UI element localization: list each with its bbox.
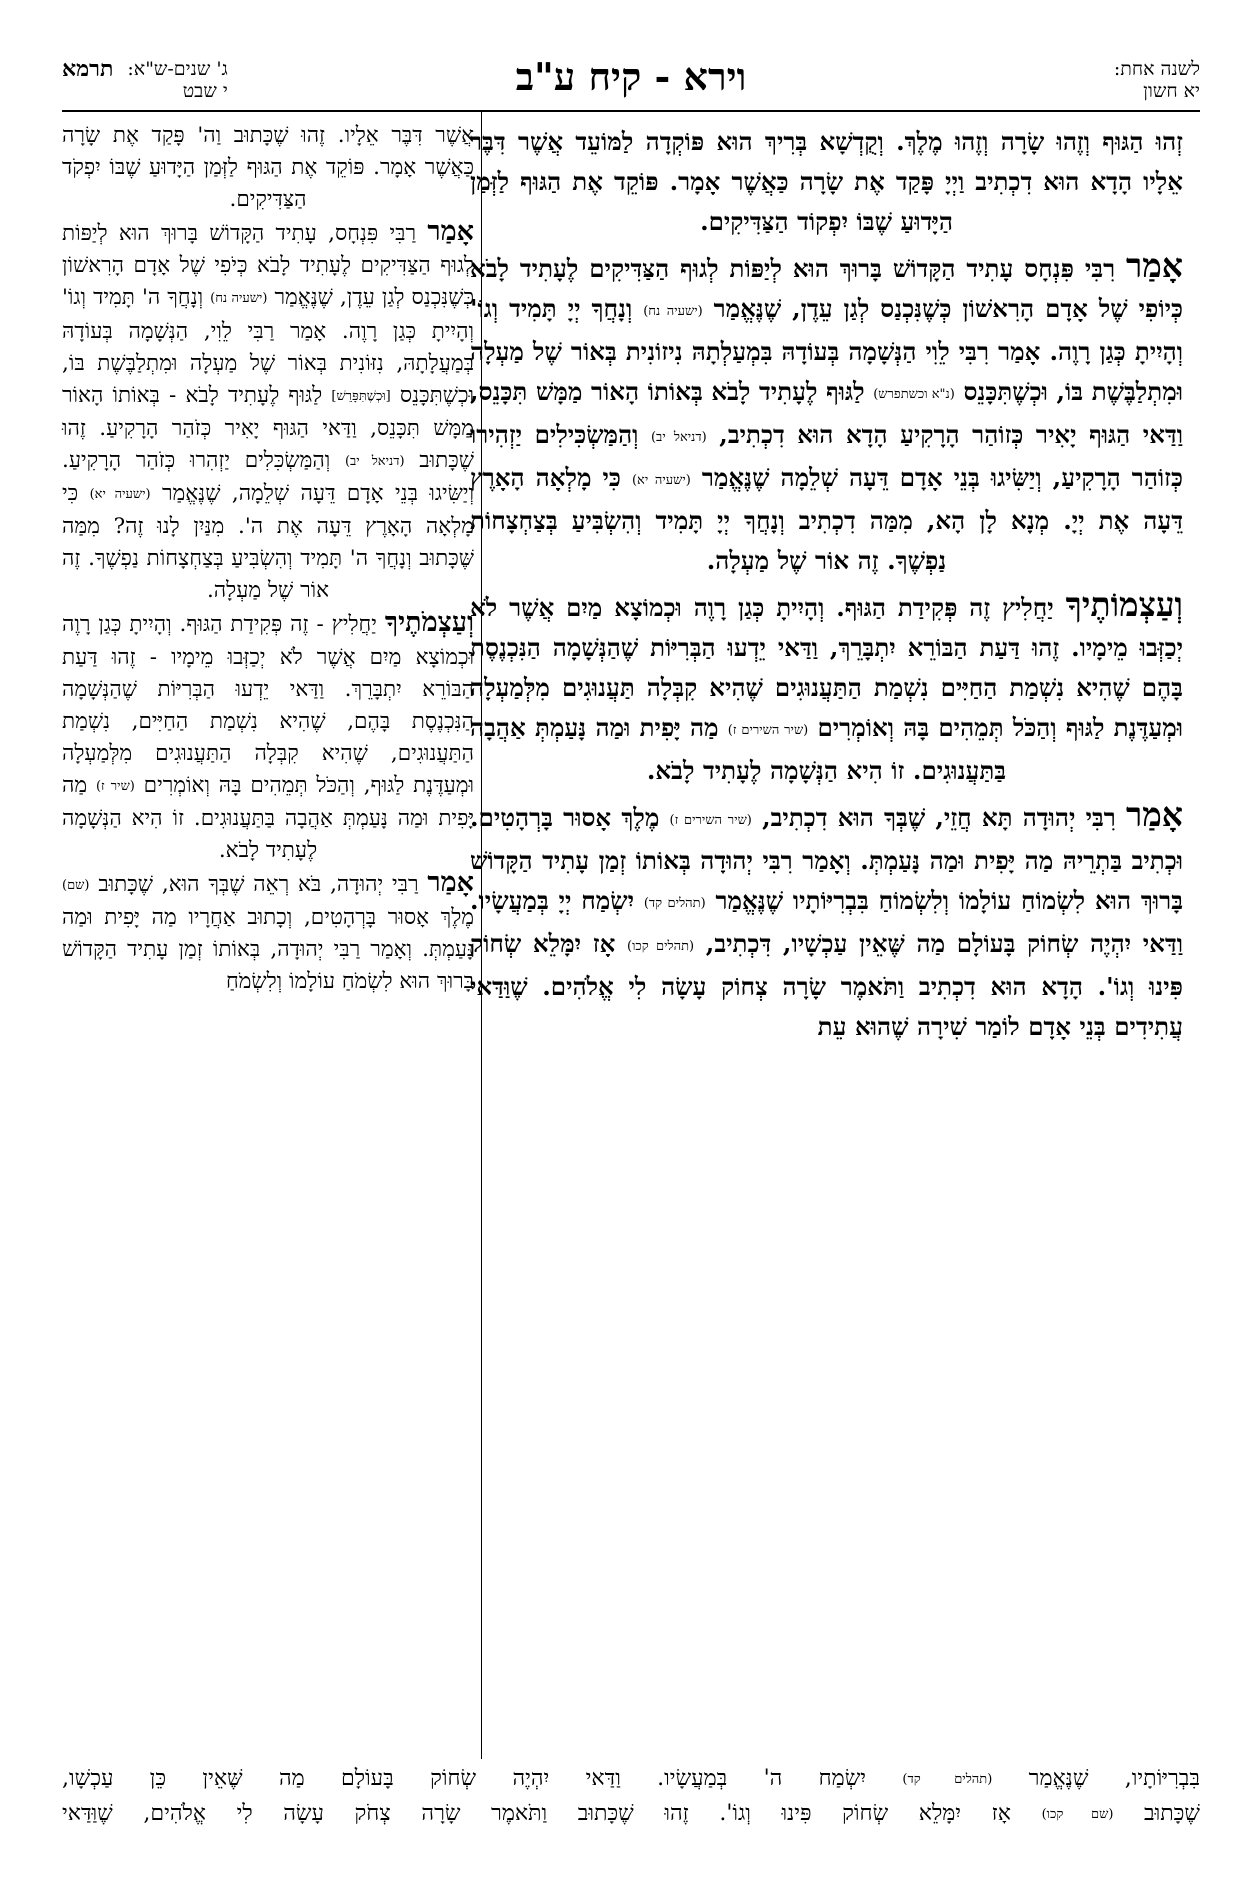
paragraph: וְעַצְמֹתֶיךָ יַחֲלִיץ - זֶה פְּקִידַת הַגּוּף. וְהָיִיתָ כְּגַן רָוֶה וּכְמוֹצָא מַיִם אֲשֶׁר לֹא יְכַזְּבוּ מֵימָיו - זֶהוּ דַּעַת הַבּוֹרֵא יִתְבָּרֵךְ. וַדַּאי יֵדְעוּ הַבְּרִיּוֹת שֶׁהַנְּשָׁמָה הַנִּכְנֶסֶת בָּהֶם, שֶׁהִיא נִשְׁמַת הַחַיִּים, נִשְׁמַת הַתַּעֲנוּגִים, שֶׁהִיא קִבְּלָה הַתַּעֲנוּגִים מִלְּמַעְלָה וּמְעַדֶּנֶת לַגּוּף, וְהַכֹּל תְּמֵהִים בָּהּ וְאוֹמְרִים (שיר ז) מַה יָּפִית וּמַה נָּעַמְתְּ אַהֲבָה בַּתַּעֲנוּגִים. זוֹ הִיא הַנְּשָׁמָה לֶעָתִיד לָבֹא. [62, 607, 475, 864]
source-reference: (ישעיה נח) [210, 291, 268, 307]
source-reference: (שיר ז) [95, 778, 135, 794]
source-reference: (שם) [62, 878, 90, 894]
paragraph: אָמַר רַבִּי יְהוּדָה, בֹּא רְאֵה שֶׁבְּךָ הוּא, שֶׁכָּתוּב (שם) מֶלֶךְ אָסוּר בָּרְהָטִים, וְכָתוּב אַחֲרָיו מַה יָּפִית וּמַה נָּעַמְתְּ. וְאָמַר רַבִּי יְהוּדָה, בְּאוֹתוֹ זְמַן עָתִיד הַקָּדוֹשׁ בָּרוּךְ הוּא לִשְׂמֹחַ עוֹלָמוֹ וְלִשְׂמֹחַ [62, 867, 474, 995]
source-reference: (תהלים קד) [902, 1772, 993, 1787]
continuation-line: בִּבְרִיּוֹתָיו, שֶׁנֶּאֱמַר (תהלים קד) יִשְׂמַח ה' בְּמַעֲשָׂיו. וַדַּאי יִהְיֶה שְׂחוֹק בָּעוֹלָם מַה שֶּׁאֵין כֵּן עַכְשָׁו, [62, 1766, 1200, 1791]
opening-word: אָמַר [427, 216, 474, 248]
translation-continuation [62, 1762, 1200, 1832]
header-divider [62, 110, 1200, 112]
daily-schedule-three-year [62, 58, 228, 102]
page-number: תרמא [62, 56, 114, 82]
page-title: וירא - קיח ע"ב [515, 54, 747, 99]
source-reference: (נ"א וכשתפרש) [873, 387, 955, 402]
source-reference: (ישעיה יא) [89, 487, 151, 503]
page-header [62, 52, 1200, 106]
continuation-line: שֶׁכָּתוּב (שם קכו) אָז יִמָּלֵא שְׂחוֹק פִּינוּ וְגוֹ'. זֶהוּ שֶׁכָּתוּב וַתֹּאמֶר שָׂרָה צְחֹק עָשָׂה לִי אֱלֹהִים, שֶׁוַּדַּאי [62, 1801, 1200, 1826]
source-reference: (דניאל יב) [650, 430, 707, 445]
source-reference: (דניאל יב) [344, 453, 405, 469]
paragraph: אָמַר רִבִּי יְהוּדָה תָּא חֲזֵי, שֶׁבְּךָ הוּא דִכְתִיב, (שיר השירים ז) מֶלֶךְ אָסוּר בָּרְהָטִים. וּכְתִיב בַּתְרֵיהּ מַה יָּפִית וּמַה נָּעַמְתְּ. וְאָמַר רִבִּי יְהוּדָה בְּאוֹתוֹ זְמַן עָתִיד הַקָּדוֹשׁ בָּרוּךְ הוּא לִשְׂמוֹחַ עוֹלָמוֹ וְלִשְׂמוֹחַ בִּבְרִיּוֹתָיו שֶׁנֶּאֱמַר (תהלים קד) יִשְׂמַח יְיָ בְּמַעֲשָׂיו. וַדַּאי יִהְיֶה שְׂחוֹק בָּעוֹלָם מַה שֶּׁאֵין עַכְשָׁיו, דִּכְתִיב, (תהלים קכו) אָז יִמָּלֵא שְׂחוֹק פִּינוּ וְגוֹ'. הָדָא הוּא דִכְתִיב וַתֹּאמֶר שָׂרָה צְחוֹק עָשָׂה לִי אֱלֹהִים. שֶׁוַּדַּאי עֲתִידִים בְּנֵי אָדָם לוֹמַר שִׁירָה שֶׁהוּא עֵת [470, 795, 1184, 1041]
source-reference: (שם קכו) [1041, 1807, 1114, 1822]
opening-word: אָמַר [1126, 795, 1183, 834]
paragraph: אֲשֶׁר דִּבֶּר אֵלָיו. זֶהוּ שֶׁכָּתוּב וַה' פָּקַד אֶת שָׂרָה כַּאֲשֶׁר אָמָר. פּוֹקֵד אֶת הַגּוּף לַזְּמַן הַיָּדוּעַ שֶׁבּוֹ יִפְקֹד הַצַּדִּיקִים. [62, 123, 474, 213]
schedule-date: יא חשון [1143, 80, 1200, 102]
translation-column [62, 120, 474, 1760]
opening-word: וְעַצְמֹתֶיךָ [384, 607, 474, 639]
source-reference: (ישעיה יא) [631, 473, 691, 488]
opening-word: וְעַצְמוֹתֶיךָ [1065, 585, 1183, 624]
paragraph: וְעַצְמוֹתֶיךָ יַחֲלִיץ זֶה פְּקִידַת הַגּוּף. וְהָיִיתָ כְּגַן רָוֶה וּכְמוֹצָא מַיִם אֲשֶׁר לֹא יְכַזְּבוּ מֵימָיו. זֶהוּ דַּעַת הַבּוֹרֵא יִתְבָּרֵךְ, וַדַּאי יֵדְעוּ הַבְּרִיּוֹת שֶׁהַנְּשָׁמָה הַנִּכְנֶסֶת בָּהֶם שֶׁהִיא נִשְׁמַת הַחַיִּים נִשְׁמַת הַתַּעֲנוּגִים שֶׁהִיא קִבְּלָה תַּעֲנוּגִים מִלְּמַעְלָה וּמְעַדֶּנֶת לַגּוּף וְהַכֹּל תְּמֵהִים בָּהּ וְאוֹמְרִים (שיר השירים ז) מַה יָּפִית וּמַה נָּעַמְתְּ אַהֲבָה בַּתַּעֲנוּגִים. זוֹ הִיא הַנְּשָׁמָה לֶעָתִיד לָבֹא. [470, 585, 1183, 785]
source-reference: (ישעיה נח) [643, 304, 703, 319]
source-reference: (תהלים קכו) [627, 939, 695, 954]
source-reference: (שיר השירים ז) [669, 813, 752, 828]
schedule-date: י שבט [182, 80, 228, 102]
schedule-label: ג' שנים-ש"א: [127, 58, 228, 80]
opening-word: אָמַר [1126, 246, 1183, 285]
source-reference: [וּכְשֶׁתִּפָּרֵשׁ] [331, 388, 391, 404]
main-text-column [470, 122, 1183, 1762]
source-reference: (תהלים קד) [643, 896, 706, 911]
paragraph: זְהוּ הַגּוּף וְזֶהוּ שָׂרָה וְזֶהוּ מֶלֶךְ. וְקֻדְשָׁא בְּרִיךְ הוּא פּוֹקְדָה לַמּוֹעֵד אֲשֶׁר דִּבֶּר אֵלָיו הָדָא הוּא דִכְתִיב וַיְיָ פָּקַד אֶת שָׂרָה כַּאֲשֶׁר אָמָר. פּוֹקֵד אֶת הַגּוּף לַזְּמַן הַיָּדוּעַ שֶׁבּוֹ יִפְקוֹד הַצַּדִּיקִים. [470, 127, 1183, 236]
paragraph: אָמַר רִבִּי פִּנְחָס עָתִיד הַקָּדוֹשׁ בָּרוּךְ הוּא לְיַפּוֹת לְגוּף הַצַּדִּיקִים לֶעָתִיד לָבֹא כְּיוֹפִי שֶׁל אָדָם הָרִאשׁוֹן כְּשֶׁנִּכְנַס לְגַן עֵדֶן, שֶׁנֶּאֱמַר (ישעיה נח) וְנָחֲךָ יְיָ תָּמִיד וְגוֹ' וְהָיִיתָ כְּגַן רָוֶה. אָמַר רִבִּי לֵוִי הַנְּשָׁמָה בְּעוֹדָהּ בִּמְעַלְתָהּ נִיזוֹנִית בְּאוֹר שֶׁל מַעְלָה וּמִתְלַבֶּשֶׁת בּוֹ, וּכְשֶׁתִּכָּנֵס (נ"א וכשתפרש) לַגּוּף לֶעָתִיד לָבֹא בְּאוֹתוֹ הָאוֹר מַמָּשׁ תִּכָּנֵס, וַדַּאי הַגּוּף יָאִיר כְּזוֹהַר הָרָקִיעַ הָדָא הוּא דִכְתִיב, (דניאל יב) וְהַמַּשְׂכִּילִים יַזְהִירוּ כְּזוֹהַר הָרָקִיעַ, וְיַשִּׂיגוּ בְּנֵי אָדָם דֵּעָה שְׁלֵמָה שֶׁנֶּאֱמַר (ישעיה יא) כִּי מָלְאָה הָאָרֶץ דֵּעָה אֶת יְיָ. מְנָא לָן הָא, מִמַּה דִכְתִיב וְנָחֲךָ יְיָ תָּמִיד וְהִשְׂבִּיעַ בְּצַחְצָחוֹת נַפְשֶׁךָ. זֶה אוֹר שֶׁל מַעְלָה. [470, 246, 1183, 575]
source-reference: (שיר השירים ז) [727, 723, 809, 738]
opening-word: אָמַר [427, 867, 474, 899]
paragraph: אָמַר רַבִּי פִּנְחָס, עָתִיד הַקָּדוֹשׁ בָּרוּךְ הוּא לְיַפּוֹת לְגוּף הַצַּדִּיקִים לֶעָתִיד לָבֹא כְּיֹפִי שֶׁל אָדָם הָרִאשׁוֹן כְּשֶׁנִּכְנַס לְגַן עֵדֶן, שֶׁנֶּאֱמַר (ישעיה נח) וְנָחֲךָ ה' תָּמִיד וְגוֹ' וְהָיִיתָ כְּגַן רָוֶה. אָמַר רַבִּי לֵוִי, הַנְּשָׁמָה בְּעוֹדָהּ בְּמַעֲלָתָהּ, נִזּוֹנִית בְּאוֹר שֶׁל מַעְלָה וּמִתְלַבֶּשֶׁת בּוֹ, וּכְשֶׁתִּכָּנֵס [וּכְשֶׁתִּפָּרֵשׁ] לַגּוּף לֶעָתִיד לָבֹא - בְּאוֹתוֹ הָאוֹר מַמָּשׁ תִּכָּנֵס, וַדַּאי הַגּוּף יָאִיר כְּזֹהַר הָרָקִיעַ. זֶהוּ שֶׁכָּתוּב (דניאל יב) וְהַמַּשְׂכִּלִים יַזְהִרוּ כְּזֹהַר הָרָקִיעַ. וְיַשִּׂיגוּ בְּנֵי אָדָם דֵּעָה שְׁלֵמָה, שֶׁנֶּאֱמַר (ישעיה יא) כִּי מָלְאָה הָאָרֶץ דֵּעָה אֶת ה'. מִנַּיִן לָנוּ זֶה? מִמַּה שֶּׁכָּתוּב וְנָחֲךָ ה' תָּמִיד וְהִשְׂבִּיעַ בְּצַחְצָחוֹת נַפְשֶׁךָ. זֶה אוֹר שֶׁל מַעְלָה. [62, 216, 474, 604]
schedule-label: לשנה אחת: [1113, 58, 1200, 80]
